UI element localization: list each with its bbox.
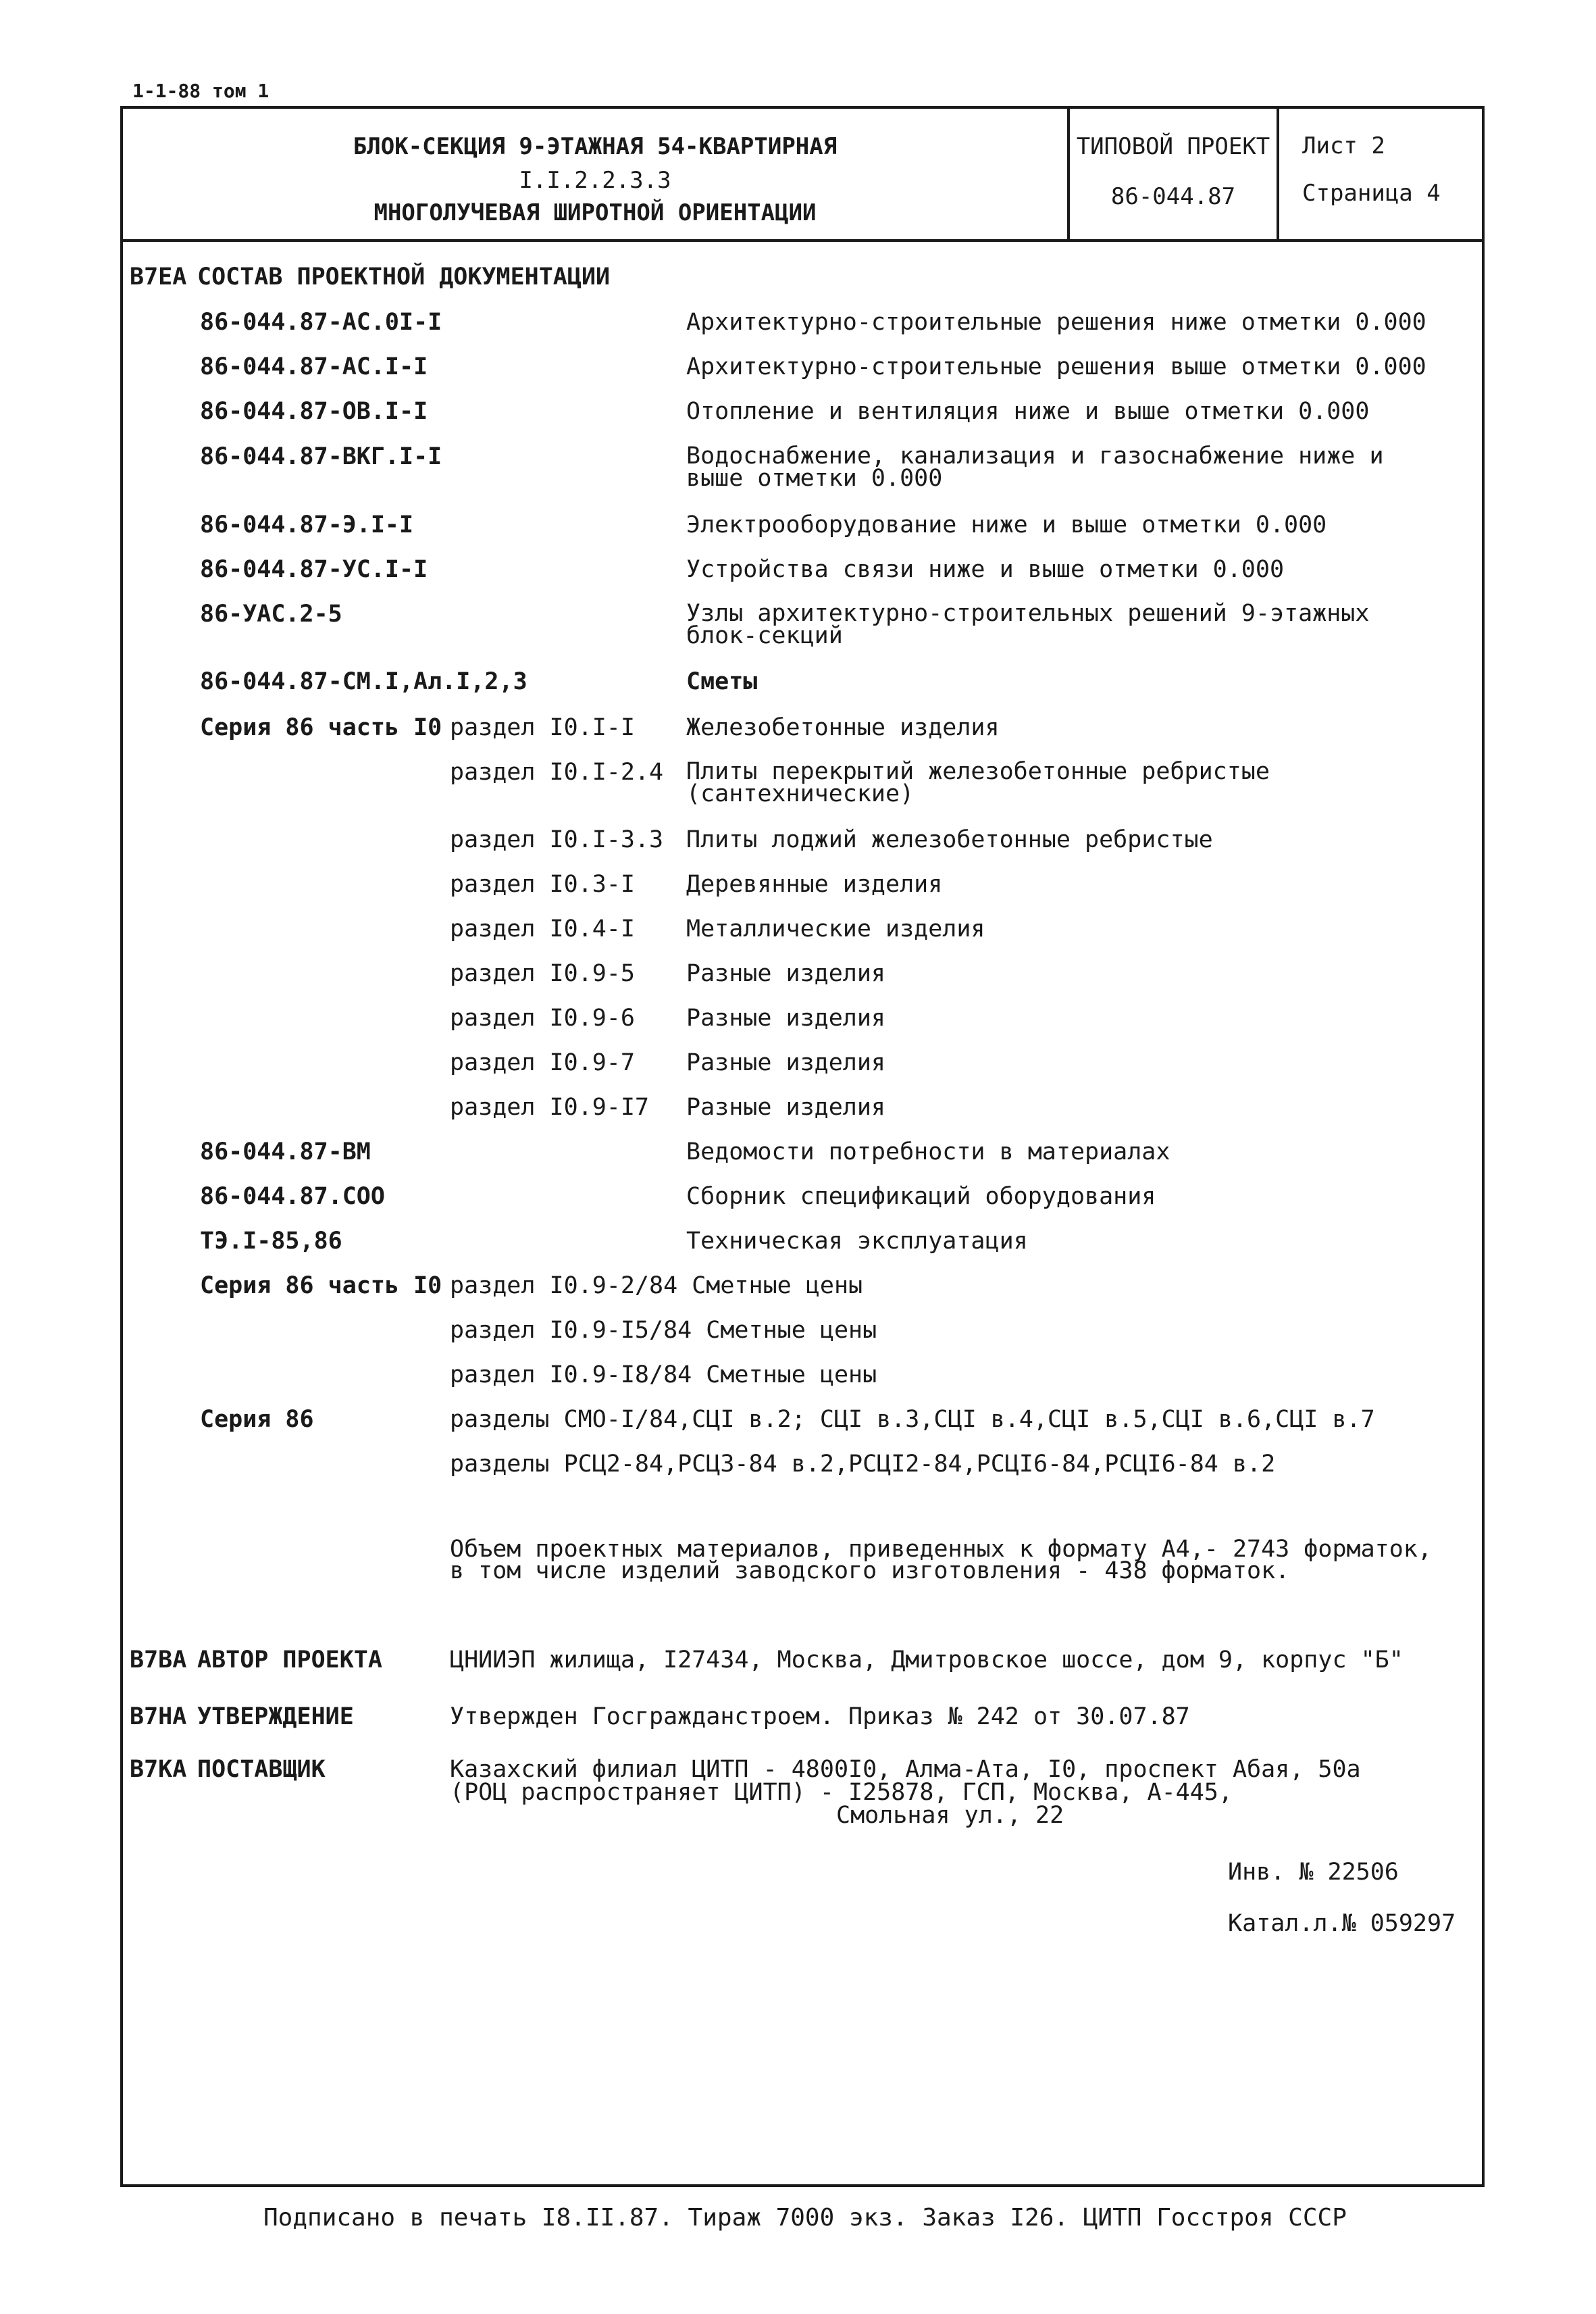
price-section: раздел I0.9-I8/84 Сметные цены <box>450 1361 877 1388</box>
doc-code: 86-044.87-АС.I-I <box>200 353 428 380</box>
section-code: раздел I0.9-6 <box>450 1005 635 1032</box>
doc-code: 86-044.87-ОВ.I-I <box>200 398 428 425</box>
price-section: раздел I0.9-2/84 Сметные цены <box>450 1272 863 1299</box>
supplier-line: Смольная ул., 22 <box>836 1802 1064 1829</box>
section-code: раздел I0.I-3.3 <box>450 826 664 853</box>
doc-title: Отопление и вентиляция ниже и выше отметки 0.000 <box>686 398 1370 425</box>
doc-title: Сборник спецификаций оборудования <box>686 1183 1156 1210</box>
supplier-label: ПОСТАВЩИК <box>197 1756 326 1783</box>
section-code: раздел I0.4-I <box>450 915 635 942</box>
section-code: раздел I0.9-5 <box>450 960 635 987</box>
author-label: АВТОР ПРОЕКТА <box>197 1646 382 1674</box>
project-number: 86-044.87 <box>1110 183 1236 210</box>
section-title: Разные изделия <box>686 960 886 987</box>
volume-note: 1-1-88 том 1 <box>132 80 269 102</box>
approval-value: Утвержден Госгражданстроем. Приказ № 242 от 30.07.87 <box>450 1703 1190 1730</box>
approval-code: В7НА <box>130 1703 187 1730</box>
doc-code: 86-044.87-УС.I-I <box>200 556 428 583</box>
project-label: ТИПОВОЙ ПРОЕКТ <box>1076 133 1270 160</box>
doc-code: 86-044.87-АС.0I-I <box>200 309 442 336</box>
header-title-line1: БЛОК-СЕКЦИЯ 9-ЭТАЖНАЯ 54-КВАРТИРНАЯ <box>353 133 838 160</box>
section-title: Плиты перекрытий железобетонные ребристые (сантехнические) <box>686 758 1270 808</box>
doc-code: 86-УАС.2-5 <box>200 601 342 628</box>
doc-title: Сметы <box>686 668 758 695</box>
doc-code: 86-044.87.СОО <box>200 1183 385 1210</box>
doc-title: Архитектурно-строительные решения ниже отметки 0.000 <box>686 309 1426 336</box>
doc-title: Архитектурно-строительные решения выше отметки 0.000 <box>686 353 1426 380</box>
header-title-line3: МНОГОЛУЧЕВАЯ ШИРОТНОЙ ОРИЕНТАЦИИ <box>374 199 817 226</box>
section-title: Металлические изделия <box>686 915 985 942</box>
section-code: раздел I0.I-2.4 <box>450 759 664 786</box>
doc-title: Ведомости потребности в материалах <box>686 1138 1170 1165</box>
section-code: раздел I0.9-I7 <box>450 1094 650 1121</box>
supplier-code: В7КА <box>130 1756 187 1783</box>
composition-code: В7ЕА <box>130 263 187 291</box>
doc-code: 86-044.87-ВМ <box>200 1138 371 1165</box>
section-title: Деревянные изделия <box>686 871 943 898</box>
sheet-number: Лист 2 <box>1302 132 1385 159</box>
doc-code: 86-044.87-ВКГ.I-I <box>200 443 442 470</box>
section-title: Разные изделия <box>686 1005 886 1032</box>
header-col-divider-2 <box>1277 109 1279 239</box>
doc-title: Техническая эксплуатация <box>686 1228 1028 1255</box>
composition-heading: СОСТАВ ПРОЕКТНОЙ ДОКУМЕНТАЦИИ <box>197 263 611 291</box>
sections-line: разделы СМО-I/84,СЦI в.2; СЦI в.3,СЦI в.4,СЦI в.5,СЦI в.6,СЦI в.7 <box>450 1406 1375 1433</box>
section-code: раздел I0.3-I <box>450 871 635 898</box>
volume-line: в том числе изделий заводского изготовления - 438 форматок. <box>450 1557 1290 1584</box>
author-value: ЦНИИЭП жилища, I27434, Москва, Дмитровское шоссе, дом 9, корпус "Б" <box>450 1646 1404 1674</box>
section-code: раздел I0.I-I <box>450 714 635 741</box>
doc-title: Устройства связи ниже и выше отметки 0.000 <box>686 556 1285 583</box>
section-title: Железобетонные изделия <box>686 714 1000 741</box>
doc-code: 86-044.87-СМ.I,Ал.I,2,3 <box>200 668 527 695</box>
section-title: Плиты лоджий железобетонные ребристые <box>686 826 1213 853</box>
section-title: Разные изделия <box>686 1094 886 1121</box>
print-footer: Подписано в печать I8.II.87. Тираж 7000 экз. Заказ I26. ЦИТП Госстроя СССР <box>263 2204 1347 2232</box>
supplier-line: Казахский филиал ЦИТП - 4800I0, Алма-Ата, I0, проспект Абая, 50а <box>450 1756 1361 1783</box>
header-divider <box>123 239 1482 242</box>
catalog-number: Катал.л.№ 059297 <box>1228 1910 1456 1937</box>
doc-title: Узлы архитектурно-строительных решений 9-этажных блок-секций <box>686 600 1370 650</box>
series-prefix: Серия 86 часть I0 <box>200 1272 442 1299</box>
price-section: раздел I0.9-I5/84 Сметные цены <box>450 1317 877 1344</box>
inventory-number: Инв. № 22506 <box>1228 1859 1399 1886</box>
header-title-line2: I.I.2.2.3.3 <box>519 167 671 194</box>
author-code: В7ВА <box>130 1646 187 1674</box>
section-code: раздел I0.9-7 <box>450 1049 635 1076</box>
series-prefix: Серия 86 часть I0 <box>200 714 442 741</box>
doc-code: 86-044.87-Э.I-I <box>200 511 414 538</box>
header-col-divider-1 <box>1067 109 1070 239</box>
page-number: Страница 4 <box>1302 180 1441 207</box>
volume-line: Объем проектных материалов, приведенных к формату А4,- 2743 форматок, <box>450 1536 1432 1563</box>
supplier-line: (РОЦ распространяет ЦИТП) - I25878, ГСП, Москва, А-445, <box>450 1779 1233 1806</box>
sections-line: разделы РСЦ2-84,РСЦ3-84 в.2,РСЦI2-84,РСЦI6-84,РСЦI6-84 в.2 <box>450 1451 1276 1478</box>
doc-title: Электрооборудование ниже и выше отметки 0.000 <box>686 511 1327 538</box>
approval-label: УТВЕРЖДЕНИЕ <box>197 1703 354 1730</box>
doc-code: ТЭ.I-85,86 <box>200 1228 342 1255</box>
section-title: Разные изделия <box>686 1049 886 1076</box>
doc-title: Водоснабжение, канализация и газоснабжение ниже и выше отметки 0.000 <box>686 443 1384 493</box>
series-prefix: Серия 86 <box>200 1406 314 1433</box>
